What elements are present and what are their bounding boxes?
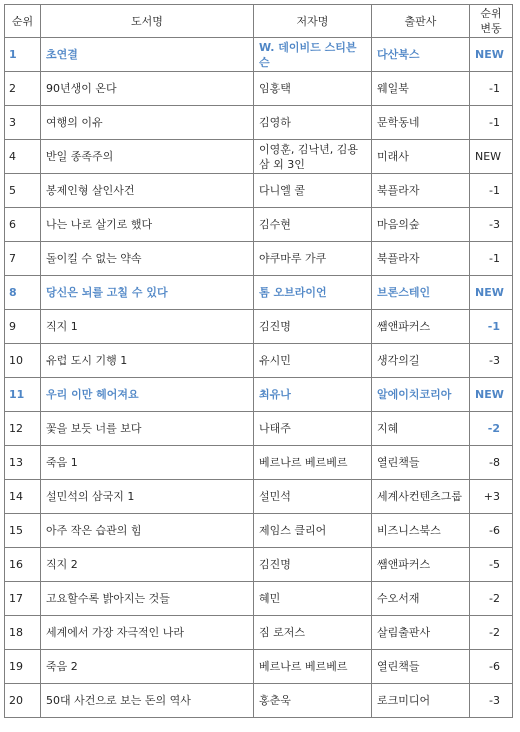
change-cell: -1 — [470, 310, 513, 344]
title-cell: 고요할수록 밝아지는 것들 — [41, 582, 254, 616]
change-cell: -5 — [470, 548, 513, 582]
table-row — [5, 174, 513, 208]
table-row — [5, 548, 513, 582]
table-header-row — [5, 5, 513, 38]
rank-cell: 18 — [5, 616, 41, 650]
rank-cell: 11 — [5, 378, 41, 412]
title-cell: 죽음 1 — [41, 446, 254, 480]
title-cell: 나는 나로 살기로 했다 — [41, 208, 254, 242]
change-cell: NEW — [470, 378, 513, 412]
author-cell: 야쿠마루 가쿠 — [254, 242, 372, 276]
author-cell: 톰 오브라이언 — [254, 276, 372, 310]
title-cell: 90년생이 온다 — [41, 72, 254, 106]
change-cell: -6 — [470, 650, 513, 684]
author-cell: 김영하 — [254, 106, 372, 140]
rank-cell: 3 — [5, 106, 41, 140]
publisher-cell: 웨일북 — [372, 72, 470, 106]
rank-cell: 7 — [5, 242, 41, 276]
change-cell: -1 — [470, 242, 513, 276]
publisher-cell: 비즈니스북스 — [372, 514, 470, 548]
change-cell: -1 — [470, 106, 513, 140]
rank-cell: 17 — [5, 582, 41, 616]
publisher-cell: 지혜 — [372, 412, 470, 446]
table-row — [5, 412, 513, 446]
rank-cell: 12 — [5, 412, 41, 446]
table-row — [5, 38, 513, 72]
change-cell: NEW — [470, 38, 513, 72]
title-cell: 반일 종족주의 — [41, 140, 254, 174]
change-cell: -3 — [470, 344, 513, 378]
title-cell: 유럽 도시 기행 1 — [41, 344, 254, 378]
author-cell: 홍춘욱 — [254, 684, 372, 718]
rank-cell: 20 — [5, 684, 41, 718]
publisher-header: 출판사 — [372, 5, 470, 38]
table-row — [5, 106, 513, 140]
change-header — [470, 5, 513, 38]
publisher-cell: 알에이치코리아 — [372, 378, 470, 412]
publisher-cell: 다산북스 — [372, 38, 470, 72]
title-cell: 세계에서 가장 자극적인 나라 — [41, 616, 254, 650]
rank-cell: 8 — [5, 276, 41, 310]
publisher-cell: 열린책들 — [372, 650, 470, 684]
rank-cell: 19 — [5, 650, 41, 684]
author-cell: 이영훈, 김낙년, 김용삼 외 3인 — [254, 140, 372, 174]
rank-header: 순위 — [5, 5, 41, 38]
change-header-line2: 변동 — [480, 22, 502, 35]
publisher-cell: 쌤앤파커스 — [372, 548, 470, 582]
publisher-cell: 마음의숲 — [372, 208, 470, 242]
author-header: 저자명 — [254, 5, 372, 38]
table-row — [5, 480, 513, 514]
table-row — [5, 378, 513, 412]
rank-cell: 10 — [5, 344, 41, 378]
author-cell: 짐 로저스 — [254, 616, 372, 650]
table-row — [5, 582, 513, 616]
title-cell: 봉제인형 살인사건 — [41, 174, 254, 208]
title-header: 도서명 — [41, 5, 254, 38]
author-cell: 김진명 — [254, 310, 372, 344]
publisher-cell: 로크미디어 — [372, 684, 470, 718]
author-cell: W. 데이비드 스티븐슨 — [254, 38, 372, 72]
change-cell: -6 — [470, 514, 513, 548]
table-row — [5, 208, 513, 242]
rank-cell: 6 — [5, 208, 41, 242]
author-cell: 설민석 — [254, 480, 372, 514]
bestseller-table — [4, 4, 513, 718]
rank-cell: 13 — [5, 446, 41, 480]
author-cell: 유시민 — [254, 344, 372, 378]
author-cell: 김진명 — [254, 548, 372, 582]
title-cell: 설민석의 삼국지 1 — [41, 480, 254, 514]
publisher-cell: 생각의길 — [372, 344, 470, 378]
author-cell: 다니엘 콜 — [254, 174, 372, 208]
change-cell: -3 — [470, 684, 513, 718]
author-cell: 제임스 클리어 — [254, 514, 372, 548]
table-row — [5, 446, 513, 480]
table-row — [5, 514, 513, 548]
table-body — [5, 38, 513, 718]
publisher-cell: 수오서재 — [372, 582, 470, 616]
change-cell: -2 — [470, 582, 513, 616]
table-row — [5, 684, 513, 718]
title-cell: 50대 사건으로 보는 돈의 역사 — [41, 684, 254, 718]
title-cell: 당신은 뇌를 고칠 수 있다 — [41, 276, 254, 310]
publisher-cell: 미래사 — [372, 140, 470, 174]
author-cell: 나태주 — [254, 412, 372, 446]
title-cell: 여행의 이유 — [41, 106, 254, 140]
change-cell: -3 — [470, 208, 513, 242]
rank-cell: 16 — [5, 548, 41, 582]
change-cell: -2 — [470, 412, 513, 446]
author-cell: 최유나 — [254, 378, 372, 412]
publisher-cell: 쌤앤파커스 — [372, 310, 470, 344]
change-cell: +3 — [470, 480, 513, 514]
table-row — [5, 72, 513, 106]
change-cell: -1 — [470, 174, 513, 208]
title-cell: 직지 1 — [41, 310, 254, 344]
title-cell: 죽음 2 — [41, 650, 254, 684]
table-row — [5, 344, 513, 378]
change-header-line1: 순위 — [480, 7, 502, 20]
table-row — [5, 242, 513, 276]
publisher-cell: 브론스테인 — [372, 276, 470, 310]
author-cell: 베르나르 베르베르 — [254, 446, 372, 480]
table-row — [5, 616, 513, 650]
title-cell: 직지 2 — [41, 548, 254, 582]
publisher-cell: 살림출판사 — [372, 616, 470, 650]
table-row — [5, 650, 513, 684]
table-row — [5, 310, 513, 344]
publisher-cell: 북플라자 — [372, 242, 470, 276]
change-cell: -8 — [470, 446, 513, 480]
rank-cell: 14 — [5, 480, 41, 514]
bestseller-table-container — [4, 4, 513, 718]
change-cell: NEW — [470, 276, 513, 310]
publisher-cell: 세계사컨텐츠그룹 — [372, 480, 470, 514]
rank-cell: 1 — [5, 38, 41, 72]
author-cell: 혜민 — [254, 582, 372, 616]
change-cell: -1 — [470, 72, 513, 106]
change-cell: NEW — [470, 140, 513, 174]
title-cell: 우리 이만 헤어져요 — [41, 378, 254, 412]
publisher-cell: 북플라자 — [372, 174, 470, 208]
change-cell: -2 — [470, 616, 513, 650]
rank-cell: 5 — [5, 174, 41, 208]
author-cell: 임홍택 — [254, 72, 372, 106]
publisher-cell: 열린책들 — [372, 446, 470, 480]
rank-cell: 9 — [5, 310, 41, 344]
title-cell: 꽃을 보듯 너를 보다 — [41, 412, 254, 446]
title-cell: 아주 작은 습관의 힘 — [41, 514, 254, 548]
publisher-cell: 문학동네 — [372, 106, 470, 140]
rank-cell: 15 — [5, 514, 41, 548]
table-row — [5, 276, 513, 310]
author-cell: 베르나르 베르베르 — [254, 650, 372, 684]
table-row — [5, 140, 513, 174]
title-cell: 초연결 — [41, 38, 254, 72]
rank-cell: 4 — [5, 140, 41, 174]
rank-cell: 2 — [5, 72, 41, 106]
author-cell: 김수현 — [254, 208, 372, 242]
title-cell: 돌이킬 수 없는 약속 — [41, 242, 254, 276]
